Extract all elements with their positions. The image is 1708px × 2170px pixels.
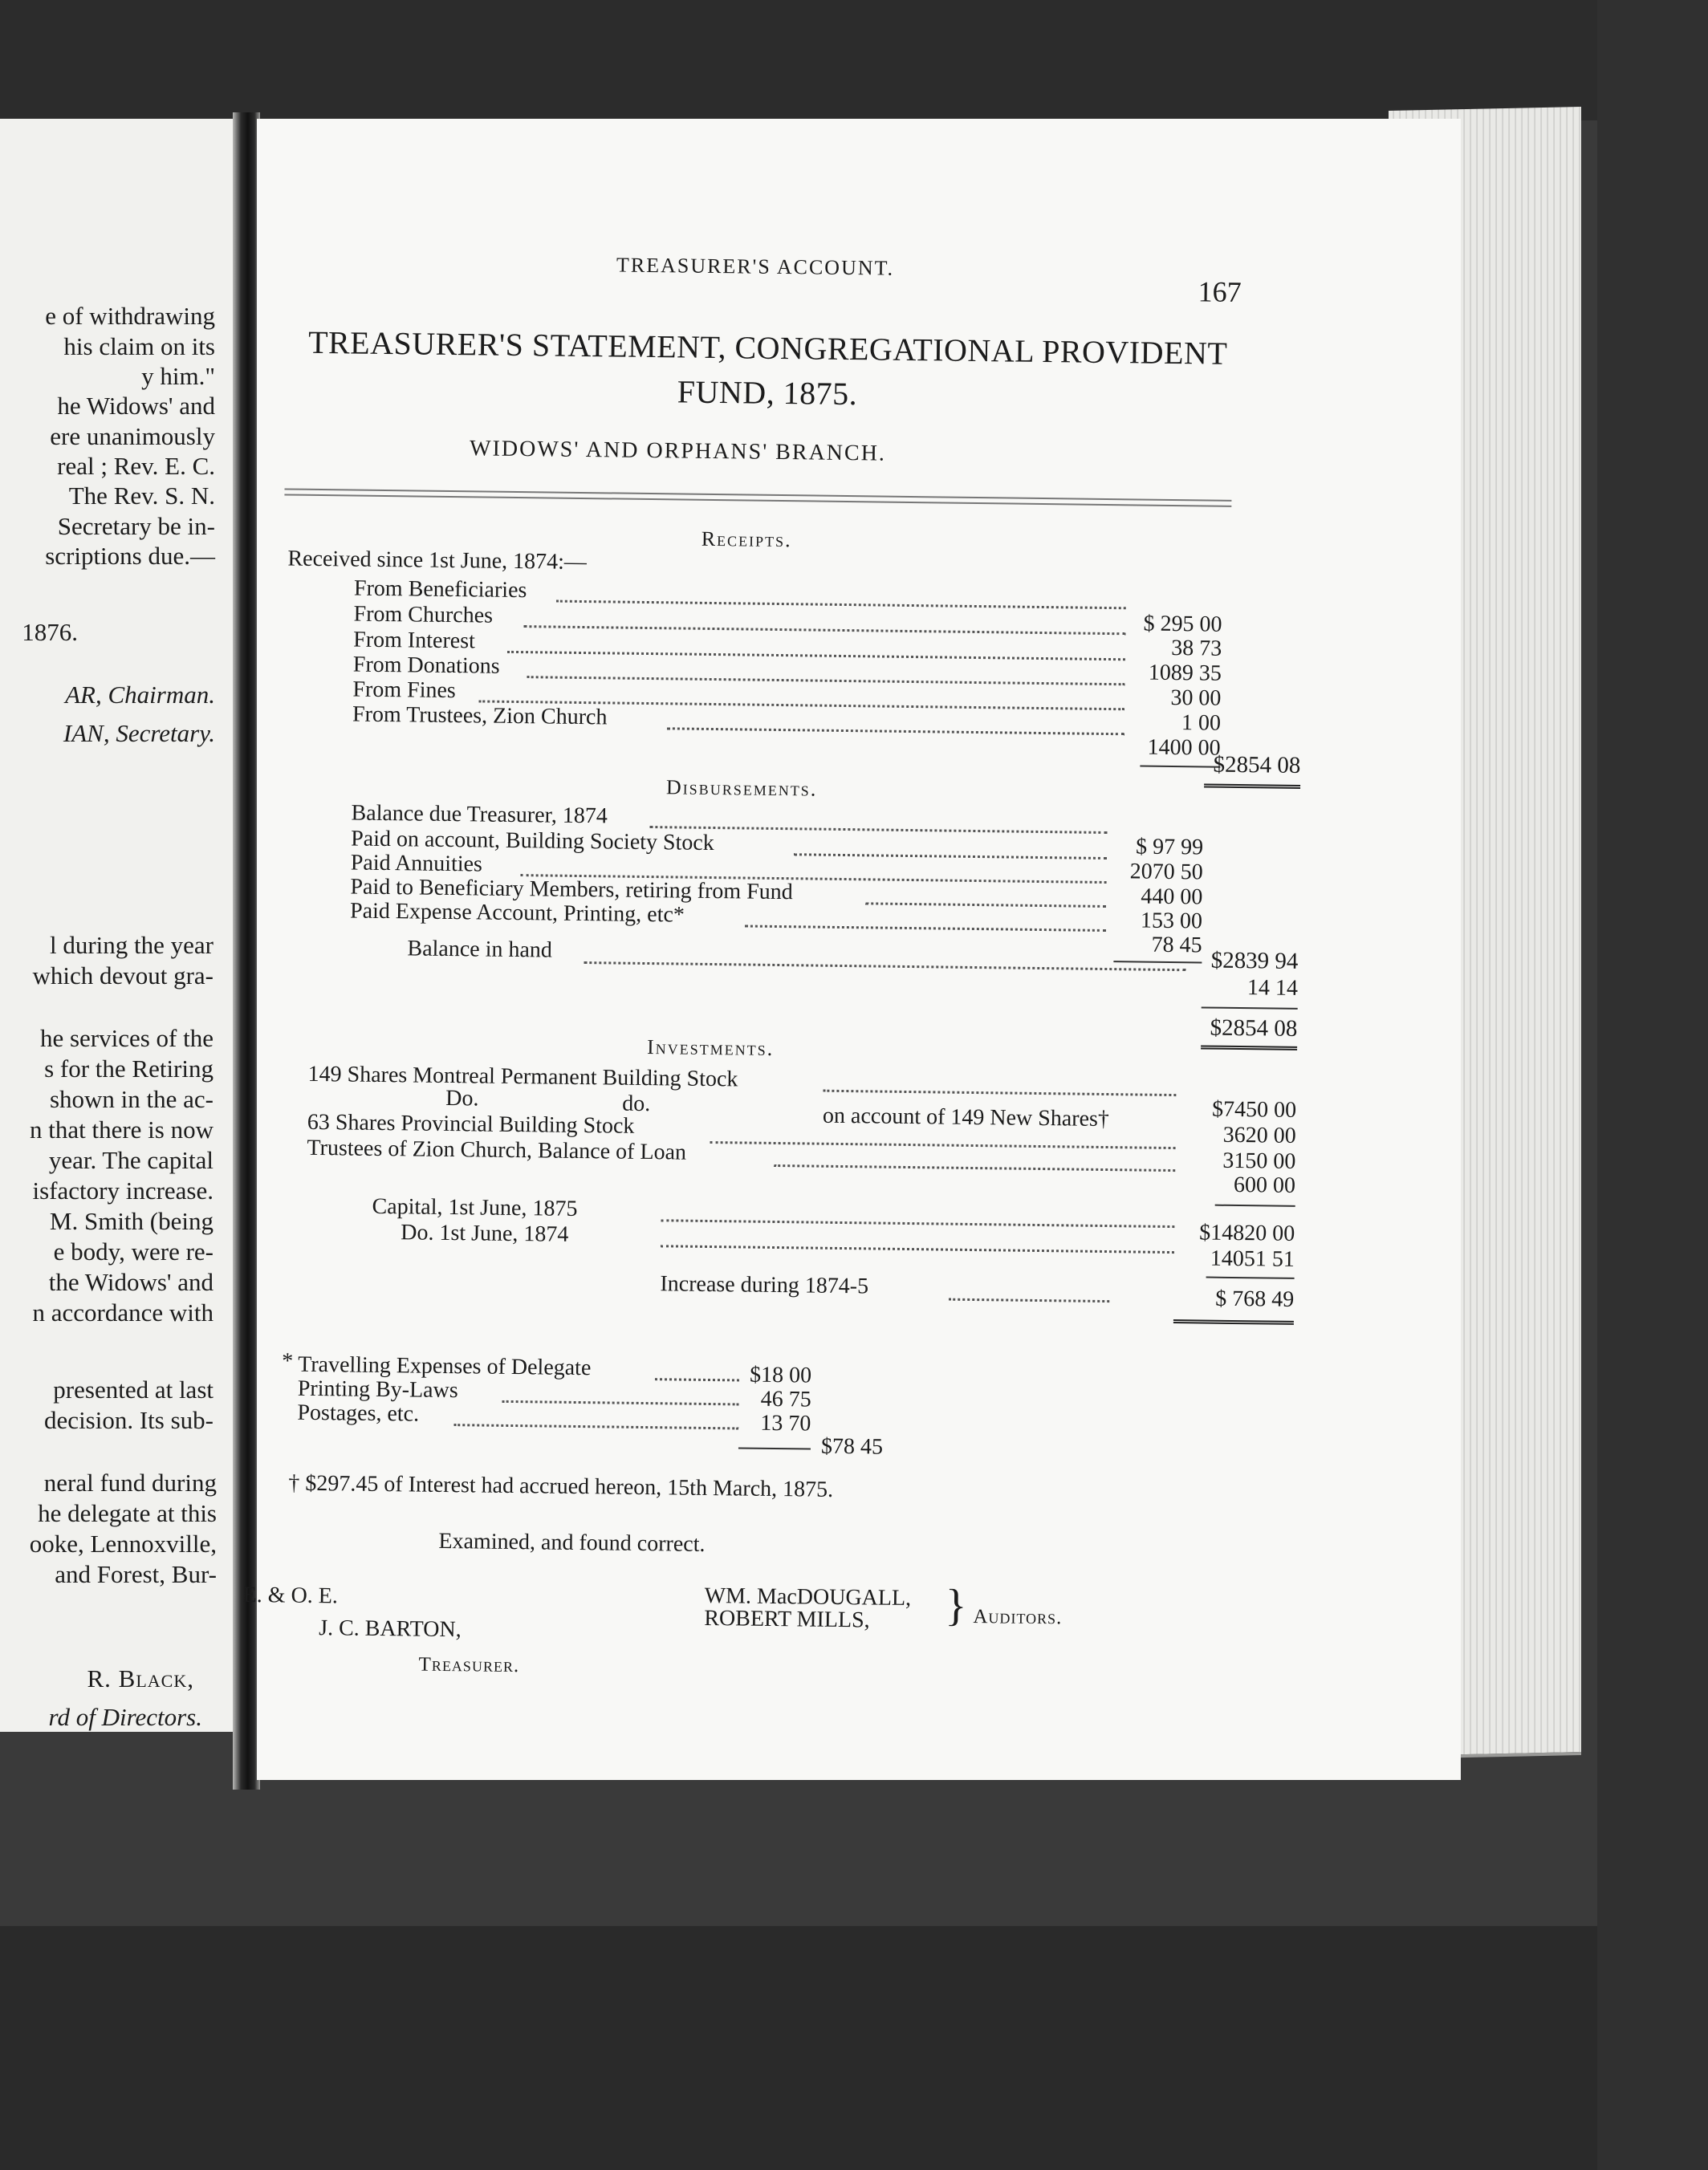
leader-dots: [502, 1400, 739, 1406]
disbursements-total: $2854 08: [1210, 1014, 1298, 1042]
left-line: y him.": [141, 362, 215, 390]
left-page: [0, 119, 234, 1732]
investment-amount: $7450 00: [1211, 1096, 1297, 1123]
capital-label: Do. 1st June, 1874: [401, 1220, 569, 1247]
rule: [1206, 1277, 1295, 1279]
disbursements-heading: Disbursements.: [665, 775, 818, 801]
disbursement-label: Paid to Beneficiary Members, retiring from Fund: [350, 874, 793, 905]
left-line: ooke, Lennoxville,: [29, 1530, 217, 1558]
examined-note: Examined, and found correct.: [438, 1528, 706, 1557]
left-line: Secretary be in-: [57, 512, 215, 540]
investment-label: 63 Shares Provincial Building Stock: [307, 1109, 635, 1139]
left-line: isfactory increase.: [32, 1176, 214, 1205]
receipt-label: From Fines: [352, 677, 457, 704]
left-line: and Forest, Bur-: [55, 1560, 217, 1588]
left-line: M. Smith (being: [49, 1207, 214, 1235]
receipt-amount: 1400 00: [1147, 734, 1221, 761]
rule: [1215, 1205, 1295, 1207]
rule: [1202, 1006, 1298, 1009]
branch-title: WIDOWS' AND ORPHANS' BRANCH.: [469, 436, 887, 466]
background-right: [1597, 0, 1708, 2170]
left-line: n accordance with: [32, 1298, 214, 1327]
disbursement-amount: 2070 50: [1129, 859, 1203, 885]
left-line: scriptions due.—: [45, 542, 215, 570]
auditor-name: WM. MacDOUGALL,: [704, 1583, 912, 1611]
disbursement-label: Paid Expense Account, Printing, etc*: [349, 898, 685, 928]
leader-dots: [507, 650, 1125, 660]
statement-title: TREASURER'S STATEMENT, CONGREGATIONAL PROVIDENT FUND, 1875.: [307, 323, 1228, 412]
background-bottom: [0, 1926, 1708, 2170]
expense-label: Travelling Expenses of Delegate: [297, 1351, 592, 1381]
investment-label-mid: do.: [621, 1091, 651, 1117]
left-line: he Widows' and: [57, 392, 215, 420]
left-line: year. The capital: [48, 1146, 214, 1174]
left-line: which devout gra-: [32, 961, 214, 990]
treasurer-title: Treasurer.: [418, 1653, 520, 1677]
left-line: presented at last: [53, 1376, 214, 1404]
statement-content: [238, 128, 1541, 1749]
receipts-intro: Received since 1st June, 1874:—: [287, 546, 588, 575]
investment-amount: 600 00: [1233, 1172, 1296, 1198]
receipts-heading: Receipts.: [701, 526, 792, 552]
investments-heading: Investments.: [646, 1035, 775, 1060]
footnote-marker: *: [282, 1348, 294, 1374]
leader-dots: [453, 1423, 738, 1429]
leader-dots: [661, 1218, 1174, 1228]
receipt-label: From Beneficiaries: [353, 575, 527, 603]
leader-dots: [774, 1164, 1175, 1172]
left-line: The Rev. S. N.: [68, 482, 215, 510]
investment-label: 149 Shares Montreal Permanent Building Stock: [307, 1061, 738, 1092]
double-rule: [1201, 1045, 1297, 1050]
increase-amount: $ 768 49: [1215, 1286, 1295, 1312]
errors-omissions: E. & O. E.: [242, 1582, 339, 1609]
interest-footnote: † $297.45 of Interest had accrued hereon, 15th March, 1875.: [288, 1470, 834, 1502]
expense-amount: 13 70: [760, 1410, 811, 1437]
investment-label: Do.: [445, 1085, 479, 1111]
disbursement-amount: 153 00: [1140, 908, 1203, 934]
expense-amount: 46 75: [760, 1386, 811, 1412]
left-line: n that there is now: [29, 1115, 214, 1144]
receipt-amount: 38 73: [1170, 635, 1222, 661]
expenses-total: $78 45: [820, 1433, 884, 1460]
investment-label: Trustees of Zion Church, Balance of Loan: [307, 1135, 687, 1165]
leader-dots: [865, 901, 1106, 908]
leader-dots: [527, 675, 1125, 685]
left-line: R. Black,: [87, 1664, 194, 1693]
left-line: the Widows' and: [48, 1268, 214, 1296]
receipt-amount: 30 00: [1170, 685, 1222, 711]
capital-amount: 14051 51: [1210, 1246, 1295, 1272]
disbursement-amount: 78 45: [1151, 932, 1202, 958]
disbursement-label: Paid on account, Building Society Stock: [351, 826, 714, 856]
left-line: e body, were re-: [53, 1237, 214, 1266]
leader-dots: [523, 624, 1125, 635]
left-line: decision. Its sub-: [44, 1406, 214, 1434]
disbursement-amount: $ 97 99: [1135, 834, 1204, 860]
leader-dots: [649, 825, 1107, 834]
capital-amount: $14820 00: [1199, 1220, 1295, 1246]
expense-amount: $18 00: [749, 1362, 812, 1388]
receipt-amount: 1 00: [1181, 710, 1222, 736]
title-rule: [284, 488, 1231, 506]
left-line: 1876.: [22, 618, 78, 646]
disbursement-label: Paid Annuities: [350, 850, 483, 877]
receipt-amount: 1089 35: [1148, 660, 1222, 686]
leader-dots: [949, 1298, 1109, 1302]
treasurer-name: J. C. BARTON,: [318, 1615, 462, 1643]
disbursement-label: Balance due Treasurer, 1874: [351, 800, 608, 829]
leader-dots: [823, 1089, 1176, 1096]
leader-dots: [745, 924, 1106, 932]
left-line: his claim on its: [63, 332, 215, 360]
capital-label: Capital, 1st June, 1875: [372, 1193, 578, 1221]
background-top: [0, 0, 1708, 120]
left-line: e of withdrawing: [45, 302, 215, 330]
left-line: neral fund during: [43, 1469, 217, 1497]
left-line: IAN, Secretary.: [63, 719, 215, 747]
leader-dots: [710, 1140, 1176, 1149]
receipt-label: From Churches: [353, 601, 494, 628]
leader-dots: [794, 852, 1107, 859]
left-line: s for the Retiring: [44, 1055, 214, 1083]
left-line: ere unanimously: [50, 422, 215, 450]
receipt-amount: $ 295 00: [1143, 611, 1222, 637]
receipts-total: $2854 08: [1213, 751, 1301, 778]
leader-dots: [661, 1244, 1174, 1254]
auditor-name: ROBERT MILLS,: [704, 1605, 870, 1633]
left-line: l during the year: [49, 931, 214, 959]
auditors-brace: }: [945, 1580, 967, 1631]
auditors-title: Auditors.: [973, 1606, 1063, 1629]
running-header: TREASURER'S ACCOUNT.: [616, 253, 895, 280]
left-line: rd of Directors.: [48, 1703, 202, 1731]
expense-label: Postages, etc.: [297, 1400, 420, 1427]
investment-amount: 3150 00: [1222, 1148, 1296, 1174]
balance-amount: 14 14: [1246, 975, 1299, 1001]
disbursement-amount: 440 00: [1141, 884, 1203, 910]
investment-amount: 3620 00: [1222, 1122, 1296, 1148]
left-line: real ; Rev. E. C.: [57, 452, 215, 480]
left-line: AR, Chairman.: [65, 681, 215, 709]
leader-dots: [667, 726, 1124, 735]
leader-dots: [584, 961, 1185, 971]
receipt-label: From Donations: [352, 652, 500, 679]
receipt-label: From Interest: [353, 627, 476, 654]
disbursements-subtotal: $2839 94: [1210, 947, 1299, 974]
left-line: shown in the ac-: [49, 1085, 214, 1113]
rule: [1113, 961, 1202, 963]
left-line: he services of the: [39, 1024, 214, 1052]
page-number: 167: [1198, 275, 1242, 308]
receipt-label: From Trustees, Zion Church: [352, 701, 608, 730]
leader-dots: [556, 599, 1126, 610]
expense-label: Printing By-Laws: [297, 1376, 458, 1404]
double-rule: [1204, 783, 1300, 788]
double-rule: [1173, 1319, 1294, 1325]
increase-label: Increase during 1874-5: [660, 1271, 869, 1299]
left-line: he delegate at this: [38, 1499, 217, 1527]
investment-label-right: on account of 149 New Shares†: [822, 1103, 1110, 1132]
balance-label: Balance in hand: [407, 936, 553, 963]
